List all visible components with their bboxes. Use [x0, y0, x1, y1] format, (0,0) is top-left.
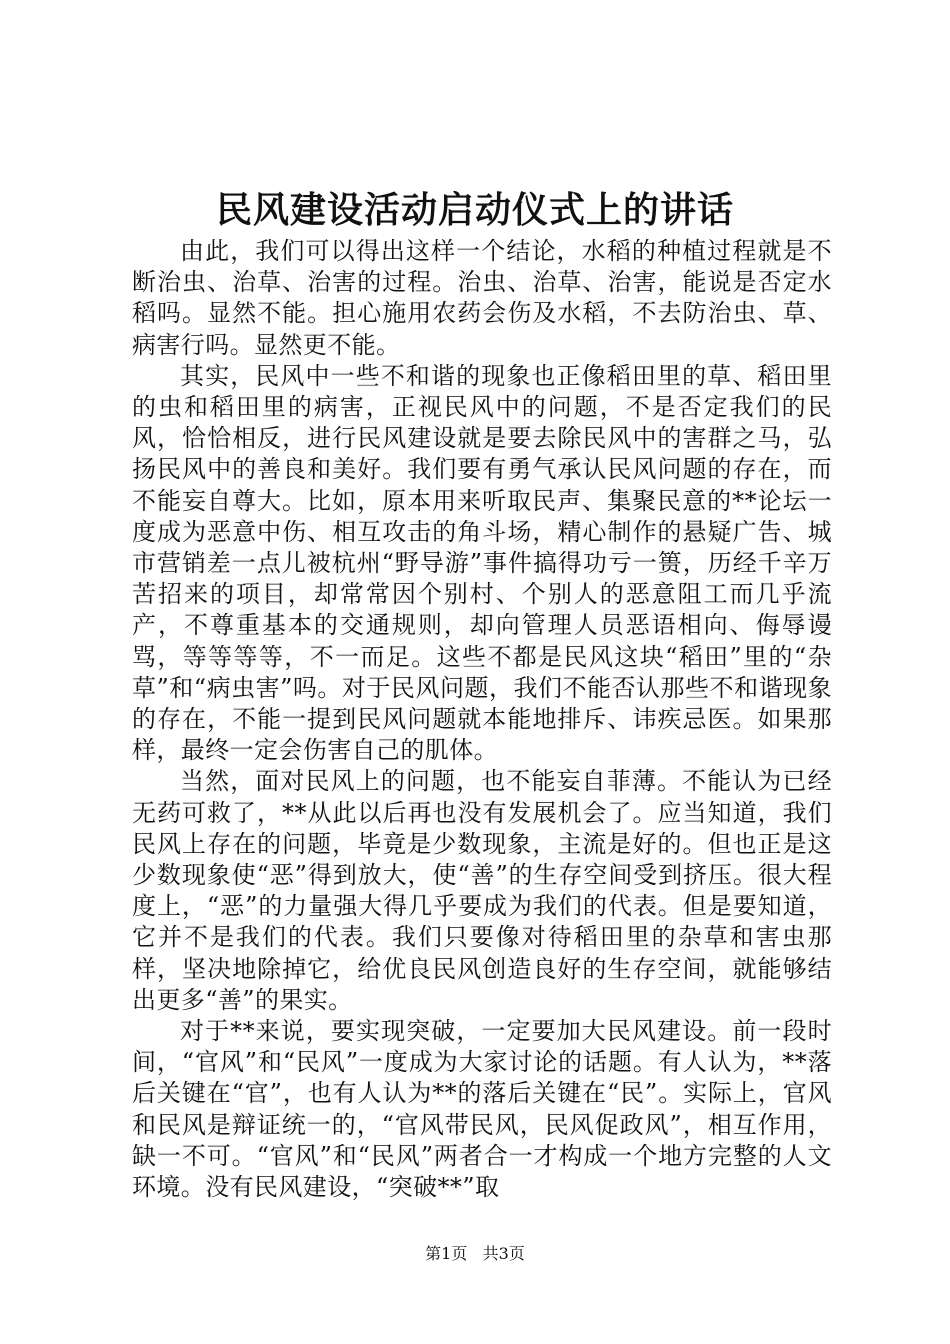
paragraph: 其实，民风中一些不和谐的现象也正像稻田里的草、稻田里的虫和稻田里的病害，正视民风中的问题，不是否定我们的民风，恰恰相反，进行民风建设就是要去除民风中的害群之马，弘扬民风中的善良和美好。我们要有勇气承认民风问题的存在，而不能妄自尊大。比如，原本用来听取民声、集聚民意的**论坛一度成为恶意中伤、相互攻击的角斗场，精心制作的悬疑广告、城市营销差一点儿被杭州“野导游”事件搞得功亏一篑，历经千辛万苦招来的项目，却常常因个别村、个别人的恶意阻工而几乎流产，不尊重基本的交通规则，却向管理人员恶语相向、侮辱谩骂，等等等等，不一而足。这些不都是民风这块“稻田”里的“杂草”和“病虫害”吗。对于民风问题，我们不能否认那些不和谐现象的存在，不能一提到民风问题就本能地排斥、讳疾忌医。如果那样，最终一定会伤害自己的肌体。	[132, 361, 832, 765]
paragraph: 当然，面对民风上的问题，也不能妄自菲薄。不能认为已经无药可救了，**从此以后再也没有发展机会了。应当知道，我们民风上存在的问题，毕竟是少数现象，主流是好的。但也正是这少数现象使“恶”得到放大，使“善”的生存空间受到挤压。很大程度上，“恶”的力量强大得几乎要成为我们的代表。但是要知道，它并不是我们的代表。我们只要像对待稻田里的杂草和害虫那样，坚决地除掉它，给优良民风创造良好的生存空间，就能够结出更多“善”的果实。	[132, 767, 832, 1014]
page-number: 第1页	[425, 1244, 468, 1263]
page-footer	[0, 1244, 950, 1264]
document-body	[132, 236, 832, 1203]
paragraph: 对于**来说，要实现突破，一定要加大民风建设。前一段时间，“官风”和“民风”一度成为大家讨论的话题。有人认为，**落后关键在“官”，也有人认为**的落后关键在“民”。实际上，官风和民风是辩证统一的，“官风带民风，民风促政风”，相互作用，缺一不可。“官风”和“民风”两者合一才构成一个地方完整的人文环境。没有民风建设，“突破**”取	[132, 1017, 832, 1202]
paragraph: 由此，我们可以得出这样一个结论，水稻的种植过程就是不断治虫、治草、治害的过程。治虫、治草、治害，能说是否定水稻吗。显然不能。担心施用农药会伤及水稻，不去防治虫、草、病害行吗。显然更不能。	[132, 237, 832, 359]
document-title: 民风建设活动启动仪式上的讲话	[215, 189, 734, 231]
page-total: 共3页	[482, 1244, 525, 1263]
